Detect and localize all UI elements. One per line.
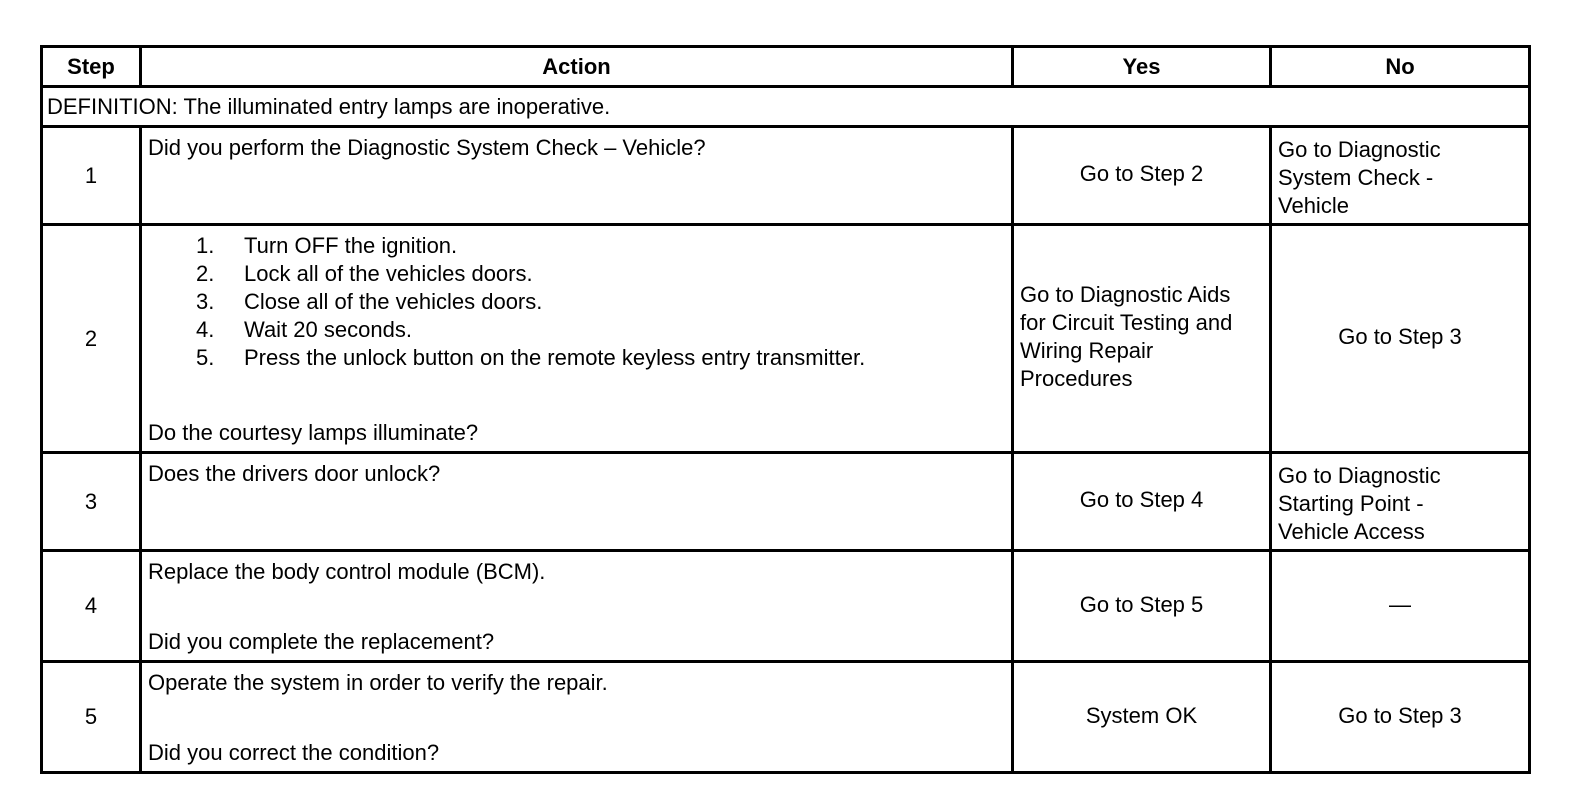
action-question: Did you complete the replacement? bbox=[148, 629, 495, 654]
header-no: No bbox=[1271, 47, 1530, 87]
no-cell bbox=[1271, 127, 1530, 225]
list-item: 2. Lock all of the vehicles doors. bbox=[196, 261, 533, 286]
yes-line: Procedures bbox=[1020, 366, 1133, 391]
table-row bbox=[42, 662, 1530, 773]
no-cell bbox=[1271, 551, 1530, 662]
action-question: Do the courtesy lamps illuminate? bbox=[148, 420, 479, 445]
header-row bbox=[42, 47, 1530, 87]
step-number: 1 bbox=[42, 127, 141, 225]
no-cell bbox=[1271, 225, 1530, 453]
definition-text: DEFINITION: The illuminated entry lamps are inoperative. bbox=[42, 87, 1530, 127]
table-row bbox=[42, 127, 1530, 225]
yes-line: Wiring Repair bbox=[1020, 338, 1154, 363]
yes-cell bbox=[1013, 662, 1271, 773]
action-cell bbox=[141, 453, 1013, 551]
no-link[interactable] bbox=[1278, 462, 1441, 546]
yes-cell bbox=[1013, 127, 1271, 225]
action-cell bbox=[141, 551, 1013, 662]
yes-link[interactable]: Go to Step 5 bbox=[1079, 591, 1204, 617]
diagnostic-table bbox=[40, 45, 1531, 774]
yes-link[interactable]: Go to Step 2 bbox=[1079, 161, 1204, 186]
step-number: 2 bbox=[42, 225, 141, 453]
action-question: Did you perform the Diagnostic System Check – Vehicle? bbox=[148, 135, 706, 160]
yes-line: for Circuit Testing and bbox=[1020, 310, 1233, 335]
action-cell bbox=[141, 127, 1013, 225]
action-cell bbox=[141, 662, 1013, 773]
no-link[interactable]: Go to Step 3 bbox=[1338, 702, 1462, 728]
step-number: 3 bbox=[42, 453, 141, 551]
step-number: 4 bbox=[42, 551, 141, 662]
yes-link[interactable]: Go to Step 4 bbox=[1079, 487, 1204, 512]
step-number: 5 bbox=[42, 662, 141, 773]
yes-cell bbox=[1013, 453, 1271, 551]
action-question: Did you correct the condition? bbox=[148, 740, 440, 765]
table-row bbox=[42, 453, 1530, 551]
list-item: 4. Wait 20 seconds. bbox=[196, 317, 412, 342]
header-step: Step bbox=[42, 47, 141, 87]
yes-cell bbox=[1013, 551, 1271, 662]
no-cell bbox=[1271, 453, 1530, 551]
no-line: Go to Diagnostic bbox=[1278, 463, 1441, 488]
yes-link[interactable] bbox=[1020, 281, 1232, 393]
list-item: 1. Turn OFF the ignition. bbox=[196, 233, 458, 258]
action-question: Does the drivers door unlock? bbox=[148, 461, 441, 486]
no-line: Go to Diagnostic bbox=[1278, 137, 1441, 162]
yes-line: Go to Diagnostic Aids bbox=[1020, 282, 1231, 307]
list-item: 3. Close all of the vehicles doors. bbox=[196, 289, 543, 314]
no-line: Vehicle Access bbox=[1278, 519, 1425, 544]
no-value: — bbox=[1389, 591, 1411, 617]
header-action: Action bbox=[141, 47, 1013, 87]
yes-cell bbox=[1013, 225, 1271, 453]
action-instruction: Replace the body control module (BCM). bbox=[148, 559, 546, 584]
procedure-list bbox=[148, 232, 1005, 372]
no-cell bbox=[1271, 662, 1530, 773]
no-line: Vehicle bbox=[1278, 193, 1349, 218]
header-yes: Yes bbox=[1013, 47, 1271, 87]
no-link[interactable] bbox=[1278, 136, 1441, 220]
no-line: System Check - bbox=[1278, 165, 1434, 190]
table-row bbox=[42, 551, 1530, 662]
table-row bbox=[42, 225, 1530, 453]
action-instruction: Operate the system in order to verify the repair. bbox=[148, 670, 608, 695]
yes-status: System OK bbox=[1085, 702, 1198, 728]
list-item: 5. Press the unlock button on the remote keyless entry transmitter. bbox=[196, 345, 866, 370]
no-link[interactable]: Go to Step 3 bbox=[1338, 324, 1462, 349]
no-line: Starting Point - bbox=[1278, 491, 1424, 516]
action-cell bbox=[141, 225, 1013, 453]
definition-row bbox=[42, 87, 1530, 127]
